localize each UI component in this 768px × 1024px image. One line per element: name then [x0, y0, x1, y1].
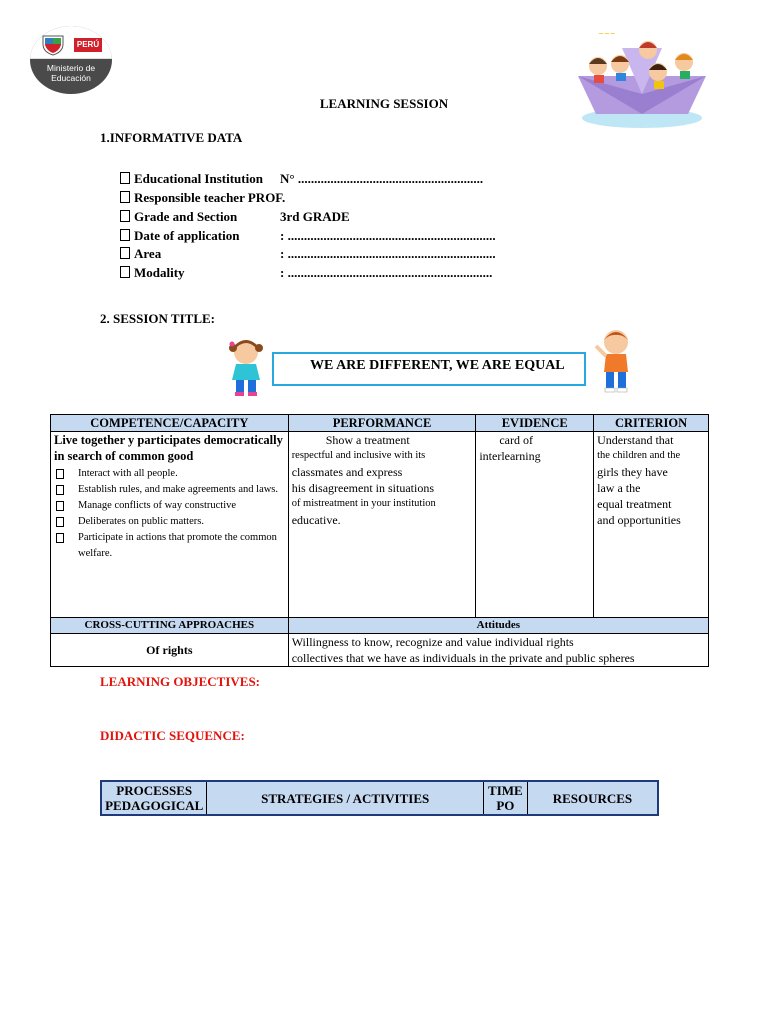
capacity-list [54, 466, 285, 562]
info-row-teacher: Responsible teacher PROF. [120, 190, 285, 206]
header-criterion: CRITERION [594, 415, 709, 432]
logo-circle [30, 26, 112, 94]
informative-data-heading: 1.INFORMATIVE DATA [100, 130, 243, 145]
evidence-cell: card of interlearning [476, 432, 594, 618]
capacity-item: Establish rules, and make agreements and laws. [54, 482, 285, 498]
header-performance: PERFORMANCE [288, 415, 476, 432]
header-strategies: STRATEGIES / ACTIVITIES [207, 781, 483, 815]
header-processes: PROCESSES PEDAGOGICAL [101, 781, 207, 815]
peru-flag-label: PERÚ [74, 38, 102, 52]
boy-illustration [592, 326, 634, 396]
competence-cell [51, 432, 289, 618]
svg-text:~~~: ~~~ [598, 30, 616, 38]
header-competence: COMPETENCE/CAPACITY [51, 415, 289, 432]
learning-objectives-label: LEARNING OBJECTIVES: [100, 674, 261, 689]
kids-boat-illustration [572, 28, 712, 132]
capacity-item: Manage conflicts of way constructive [54, 498, 285, 514]
cross-cutting-header: CROSS-CUTTING APPROACHES [51, 618, 289, 634]
info-row-institution: Educational Institution N° ......................................................... [120, 171, 263, 187]
checkbox-icon [120, 191, 130, 203]
attitudes-header: Attitudes [288, 618, 708, 634]
competence-table [50, 414, 709, 667]
checkbox-icon [120, 266, 130, 278]
session-title-heading: 2. SESSION TITLE: [100, 311, 216, 326]
approach-cell: Of rights [51, 634, 289, 667]
checkbox-icon [120, 210, 130, 222]
session-title-box: WE ARE DIFFERENT, WE ARE EQUAL [272, 352, 586, 386]
checkbox-icon [120, 229, 130, 241]
capacity-item: Interact with all people. [54, 466, 285, 482]
criterion-cell: Understand that the children and the girls they have law a the equal treatment and opportunities [594, 432, 709, 618]
coat-of-arms-icon [40, 32, 66, 56]
info-row-date: Date of application : ................................................................ [120, 228, 239, 244]
performance-cell: Show a treatment respectful and inclusive with its classmates and express his disagreement in situations of mistreatment in your institution educative. [288, 432, 476, 618]
girl-illustration [224, 336, 268, 398]
capacity-item: Participate in actions that promote the common welfare. [54, 530, 285, 562]
checkbox-icon [120, 172, 130, 184]
header-time: TIME PO [483, 781, 527, 815]
checkbox-icon [120, 247, 130, 259]
ministry-name: Ministerio de Educación [46, 63, 96, 83]
header-evidence: EVIDENCE [476, 415, 594, 432]
attitudes-cell: Willingness to know, recognize and value individual rights collectives that we have as individuals in the private and public spheres [288, 634, 708, 667]
header-resources: RESOURCES [527, 781, 658, 815]
info-row-grade: Grade and Section 3rd GRADE [120, 209, 237, 225]
info-row-area: Area : ................................................................ [120, 246, 161, 262]
competence-title: Live together y participates democratically in search of common good [54, 433, 283, 463]
didactic-sequence-table [100, 780, 659, 816]
ministry-logo [30, 26, 112, 96]
info-row-modality: Modality : ............................................................... [120, 265, 185, 281]
document-title: LEARNING SESSION [319, 96, 449, 111]
didactic-sequence-label: DIDACTIC SEQUENCE: [100, 728, 245, 743]
capacity-item: Deliberates on public matters. [54, 514, 285, 530]
